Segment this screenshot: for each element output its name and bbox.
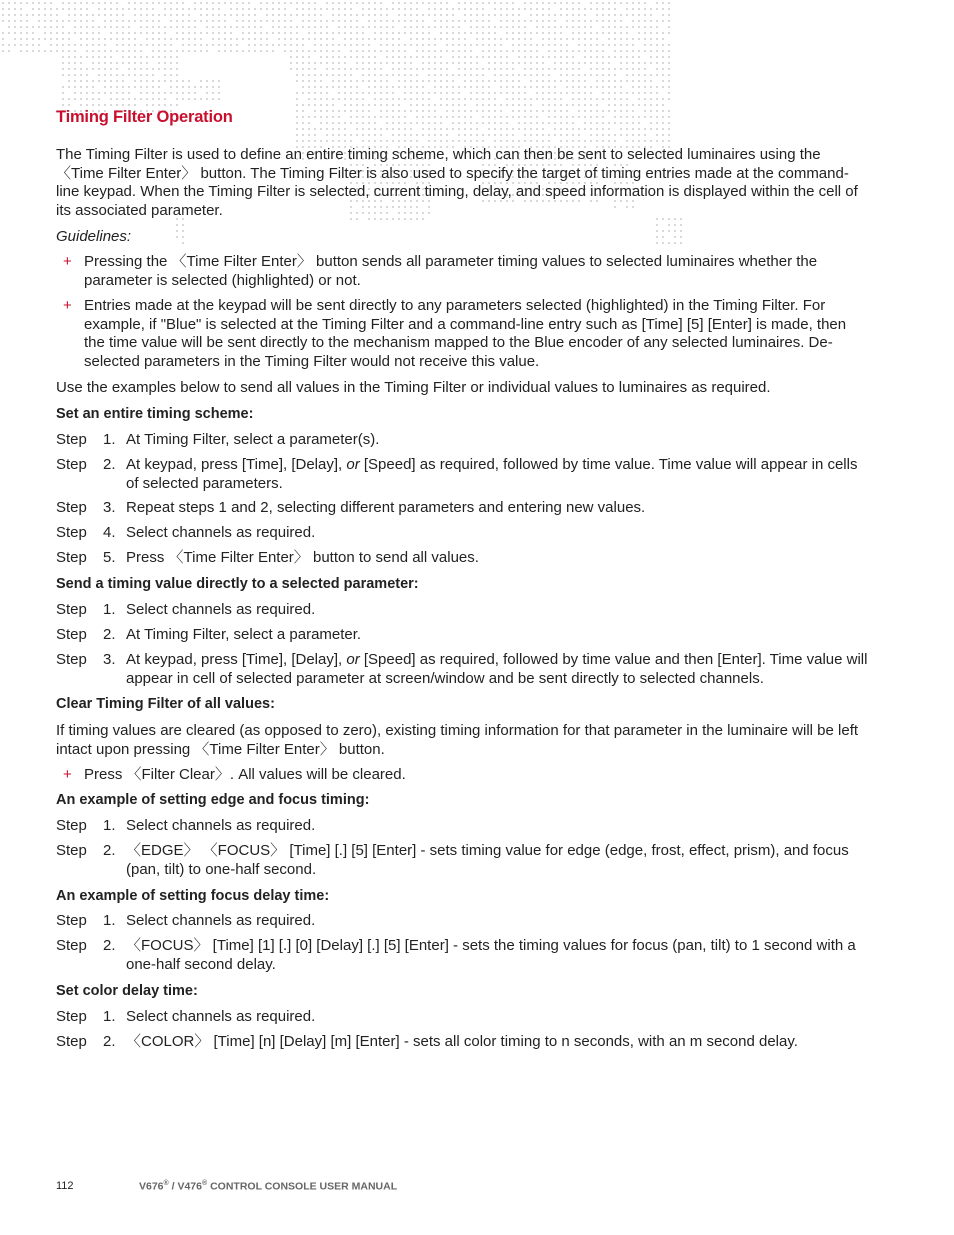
plus-bullet-icon: +: [63, 253, 72, 270]
guideline-text: Entries made at the keypad will be sent directly to any parameters selected (highlighted) in the Timing Filter. For example, if "Blue" is selected at the Timing Filter and a command-line entry such as [Time] [5] [Enter] is made, then the time value will be sent directly to the mechanism mapped to the Blue encoder of any selected luminaires. De-selected parameters in the Timing Filter would not receive this value.: [84, 297, 847, 370]
step-text: 〈EDGE〉 〈FOCUS〉 [Time] [.] [5] [Enter] - sets timing value for edge (edge, frost, effect, prism), and focus (pan, tilt) to one-half second.: [126, 842, 849, 878]
step-text: Select channels as required.: [126, 524, 316, 541]
manual-title: V676® / V476® CONTROL CONSOLE USER MANUAL: [139, 1180, 398, 1193]
use-examples-paragraph: Use the examples below to send all values in the Timing Filter or individual values to luminaires as required.: [56, 379, 771, 396]
step-number: 5.: [103, 549, 116, 566]
section-heading: Send a timing value directly to a selected parameter:: [56, 576, 419, 592]
step-number: 4.: [103, 524, 116, 541]
plus-bullet-icon: +: [63, 766, 72, 783]
step-text: At Timing Filter, select a parameter(s).: [126, 431, 380, 448]
step-number: 1.: [103, 601, 116, 618]
step-text: Select channels as required.: [126, 912, 316, 929]
page-number: 112: [56, 1180, 74, 1192]
guidelines-label: Guidelines:: [56, 228, 132, 245]
step-number: 1.: [103, 912, 116, 929]
step-number: 2.: [103, 937, 116, 954]
step-text: 〈COLOR〉 [Time] [n] [Delay] [m] [Enter] - sets all color timing to n seconds, with an m second delay.: [126, 1033, 798, 1050]
step-label: Step: [56, 524, 87, 541]
step-label: Step: [56, 912, 87, 929]
step-label: Step: [56, 842, 87, 859]
bullet-text: Press 〈Filter Clear〉. All values will be cleared.: [84, 766, 406, 783]
step-text: At Timing Filter, select a parameter.: [126, 626, 362, 643]
step-label: Step: [56, 651, 87, 668]
step-number: 2.: [103, 456, 116, 473]
guideline-text: Pressing the 〈Time Filter Enter〉 button sends all parameter timing values to selected luminaires whether the parameter is selected (highlighted) or not.: [84, 253, 818, 289]
step-label: Step: [56, 601, 87, 618]
step-number: 3.: [103, 499, 116, 516]
step-label: Step: [56, 431, 87, 448]
step-text: 〈FOCUS〉 [Time] [1] [.] [0] [Delay] [.] [5] [Enter] - sets the timing values for focus (pan, tilt) to 1 second with a one-half second delay.: [126, 937, 856, 973]
step-number: 3.: [103, 651, 116, 668]
plus-bullet-icon: +: [63, 297, 72, 314]
step-text: Select channels as required.: [126, 1008, 316, 1025]
step-label: Step: [56, 549, 87, 566]
step-number: 1.: [103, 431, 116, 448]
intro-paragraph: The Timing Filter is used to define an entire timing scheme, which can then be sent to selected luminaires using the 〈Time Filter Enter〉 button. The Timing Filter is also used to specify the target of timing entries made at the command-line keypad. When the Timing Filter is selected, current timing, delay, and speed information is displayed within the cell of its associated parameter.: [56, 146, 858, 219]
step-text: Select channels as required.: [126, 601, 316, 618]
step-text: Select channels as required.: [126, 817, 316, 834]
section-heading: Set color delay time:: [56, 983, 198, 999]
step-label: Step: [56, 817, 87, 834]
step-number: 2.: [103, 626, 116, 643]
section-heading: An example of setting focus delay time:: [56, 888, 330, 904]
step-label: Step: [56, 499, 87, 516]
step-text: Press 〈Time Filter Enter〉 button to send all values.: [126, 549, 479, 566]
section-title: Timing Filter Operation: [56, 108, 233, 126]
section-heading: Clear Timing Filter of all values:: [56, 696, 275, 712]
section-heading: Set an entire timing scheme:: [56, 406, 254, 422]
step-label: Step: [56, 937, 87, 954]
step-label: Step: [56, 456, 87, 473]
step-label: Step: [56, 1033, 87, 1050]
step-text: Repeat steps 1 and 2, selecting different parameters and entering new values.: [126, 499, 646, 516]
step-number: 1.: [103, 1008, 116, 1025]
step-text: At keypad, press [Time], [Delay], or [Speed] as required, followed by time value and then [Enter]. Time value will appear in cell of selected parameter at screen/window and be sent directly to selected channels.: [126, 651, 868, 687]
step-label: Step: [56, 626, 87, 643]
step-number: 1.: [103, 817, 116, 834]
step-number: 2.: [103, 842, 116, 859]
step-text: At keypad, press [Time], [Delay], or [Speed] as required, followed by time value. Time value will appear in cells of selected parameters.: [126, 456, 858, 492]
clear-paragraph: If timing values are cleared (as opposed to zero), existing timing information for that parameter in the luminaire will be left intact upon pressing 〈Time Filter Enter〉 button.: [56, 722, 859, 758]
step-label: Step: [56, 1008, 87, 1025]
step-number: 2.: [103, 1033, 116, 1050]
section-heading: An example of setting edge and focus timing:: [56, 792, 370, 808]
